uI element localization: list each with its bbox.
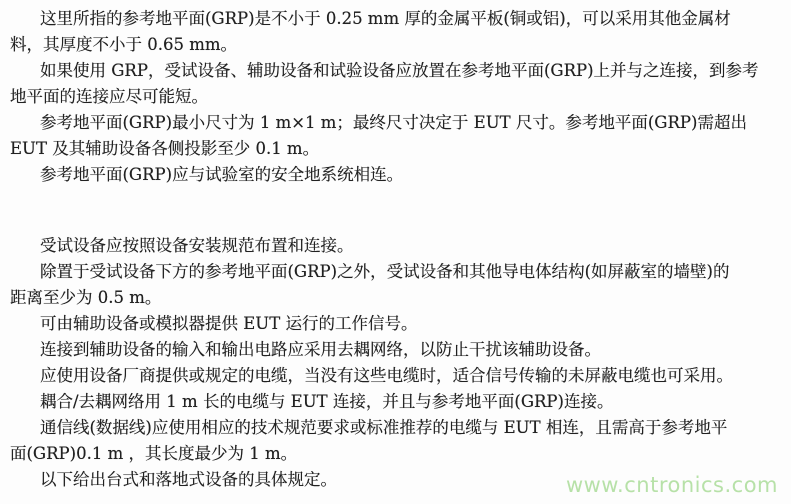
text-line: 参考地平面(GRP)最小尺寸为 1 m×1 m；最终尺寸决定于 EUT 尺寸。参考地平面(GRP)需超出: [40, 113, 747, 132]
text-line: 参考地平面(GRP)应与试验室的安全地系统相连。: [40, 165, 404, 184]
text-line: 除置于受试设备下方的参考地平面(GRP)之外，受试设备和其他导电体结构(如屏蔽室的墙壁)的: [40, 262, 730, 281]
text-line: 通信线(数据线)应使用相应的技术规范要求或标准推荐的电缆与 EUT 相连，且需高于参考地平: [40, 418, 728, 437]
paragraph-block-eut-setup: [10, 233, 785, 493]
text-line: 应使用设备厂商提供或规定的电缆，当没有这些电缆时，适合信号传输的未屏蔽电缆也可采用。: [40, 366, 733, 385]
text-line: 连接到辅助设备的输入和输出电路应采用去耦网络，以防止干扰该辅助设备。: [40, 340, 601, 359]
text-line: 面(GRP)0.1 m ，其长度最少为 1 m。: [10, 444, 298, 463]
text-line: 耦合/去耦网络用 1 m 长的电缆与 EUT 连接，并且与参考地平面(GRP)连接。: [40, 392, 614, 411]
text-line: 这里所指的参考地平面(GRP)是不小于 0.25 mm 厚的金属平板(铜或铝)，可以采用其他金属材: [40, 9, 731, 28]
text-line: 距离至少为 0.5 m。: [10, 288, 162, 307]
text-line: 受试设备应按照设备安装规范布置和连接。: [40, 236, 354, 255]
text-line: 可由辅助设备或模拟器提供 EUT 运行的工作信号。: [40, 314, 418, 333]
text-line: 如果使用 GRP，受试设备、辅助设备和试验设备应放置在参考地平面(GRP)上并与之连接，到参考: [40, 61, 759, 80]
watermark: www.cntronics.com: [565, 473, 778, 497]
paragraph-block-grp-requirements: [10, 6, 785, 188]
text-line: 料，其厚度不小于 0.65 mm。: [10, 35, 238, 54]
text-line: EUT 及其辅助设备各侧投影至少 0.1 m。: [10, 139, 320, 158]
text-line: 地平面的连接应尽可能短。: [10, 87, 208, 106]
text-line: 以下给出台式和落地式设备的具体规定。: [40, 470, 337, 489]
